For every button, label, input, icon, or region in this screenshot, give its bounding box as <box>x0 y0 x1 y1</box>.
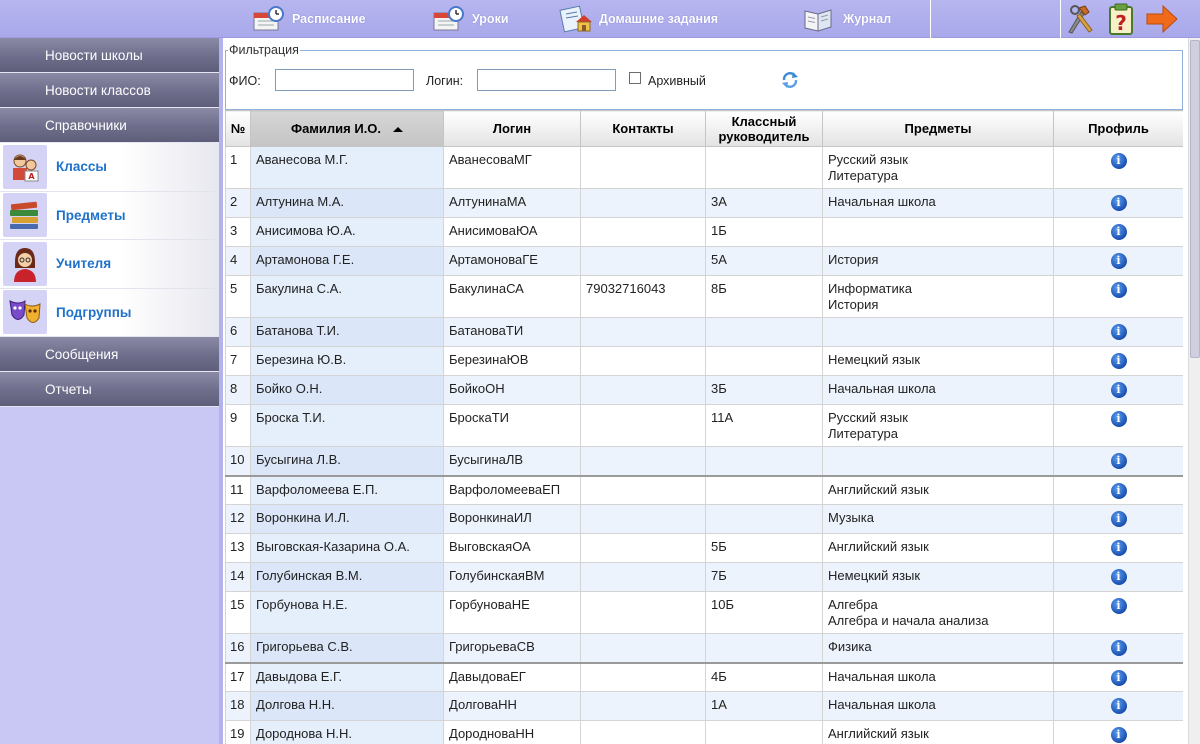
refresh-icon[interactable] <box>781 71 799 89</box>
main-content <box>223 38 1188 744</box>
cell-fio: Воронкина И.Л. <box>251 505 444 534</box>
teacher-icon <box>3 242 47 286</box>
table-row[interactable] <box>226 634 1184 663</box>
cell-class-teacher: 1А <box>706 692 823 721</box>
sidebar-subitem-classes[interactable] <box>0 143 219 192</box>
subject-item: Литература <box>828 168 898 183</box>
info-icon[interactable]: i <box>1111 411 1127 427</box>
cell-login: АртамоноваГЕ <box>444 247 581 276</box>
info-icon[interactable]: i <box>1111 698 1127 714</box>
sidebar-item-class-news[interactable] <box>0 73 219 108</box>
sidebar-item-label: Новости классов <box>45 82 151 98</box>
info-icon[interactable]: i <box>1111 382 1127 398</box>
cell-fio: Бусыгина Л.В. <box>251 447 444 476</box>
cell-profile <box>1054 592 1184 634</box>
cell-login: АлтунинаМА <box>444 189 581 218</box>
archive-checkbox[interactable] <box>629 72 641 84</box>
cell-login: БойкоОН <box>444 376 581 405</box>
cell-profile <box>1054 447 1184 476</box>
cell-login: ДолговаНН <box>444 692 581 721</box>
cell-num: 2 <box>226 189 251 218</box>
cell-fio: Голубинская В.М. <box>251 563 444 592</box>
nav-homework[interactable] <box>559 0 718 38</box>
top-navigation-bar <box>0 0 1200 38</box>
cell-login: БакулинаСА <box>444 276 581 318</box>
info-icon[interactable]: i <box>1111 511 1127 527</box>
cell-profile <box>1054 405 1184 447</box>
table-row[interactable] <box>226 721 1184 744</box>
cell-login: ВарфоломееваЕП <box>444 476 581 505</box>
subject-item: Начальная школа <box>828 668 936 684</box>
sidebar-item-label: Отчеты <box>45 381 92 397</box>
subject-item: Английский язык <box>828 726 929 741</box>
cell-fio: Бойко О.Н. <box>251 376 444 405</box>
col-header-fio[interactable]: Фамилия И.О. <box>251 111 444 147</box>
cell-profile <box>1054 376 1184 405</box>
table-row[interactable] <box>226 505 1184 534</box>
nav-schedule[interactable] <box>252 0 366 38</box>
nav-lessons-label: Уроки <box>472 12 509 26</box>
cell-login: АнисимоваЮА <box>444 218 581 247</box>
cell-num: 17 <box>226 663 251 692</box>
cell-num: 13 <box>226 534 251 563</box>
table-row[interactable] <box>226 318 1184 347</box>
info-icon[interactable]: i <box>1111 540 1127 556</box>
help-icon[interactable] <box>1104 2 1138 36</box>
cell-class-teacher: 8Б <box>706 276 823 318</box>
table-row[interactable] <box>226 663 1184 692</box>
cell-subjects <box>823 505 1054 534</box>
cell-profile <box>1054 189 1184 218</box>
cell-num: 19 <box>226 721 251 744</box>
col-header-contacts[interactable]: Контакты <box>581 111 706 147</box>
fio-label: ФИО: <box>229 74 261 88</box>
cell-num: 10 <box>226 447 251 476</box>
nav-schedule-label: Расписание <box>292 12 366 26</box>
cell-class-teacher: 3А <box>706 189 823 218</box>
calendar-clock-icon <box>432 5 466 33</box>
info-icon[interactable]: i <box>1111 640 1127 656</box>
cell-login: ГолубинскаяВМ <box>444 563 581 592</box>
subject-item: История <box>828 297 879 312</box>
cell-subjects <box>823 347 1054 376</box>
subject-item: Алгебра и начала анализа <box>828 613 989 628</box>
col-header-class-teacher[interactable]: Классный руководитель <box>706 111 823 147</box>
cell-contacts <box>581 563 706 592</box>
cell-class-teacher: 10Б <box>706 592 823 634</box>
col-header-login[interactable]: Логин <box>444 111 581 147</box>
cell-class-teacher: 11А <box>706 405 823 447</box>
cell-num: 6 <box>226 318 251 347</box>
table-header-row <box>226 111 1184 147</box>
cell-profile <box>1054 247 1184 276</box>
sidebar-subitem-subjects[interactable] <box>0 192 219 241</box>
table-row[interactable] <box>226 218 1184 247</box>
cell-fio: Батанова Т.И. <box>251 318 444 347</box>
sidebar-subitem-label: Учителя <box>56 256 112 272</box>
cell-subjects <box>823 189 1054 218</box>
cell-fio: Аванесова М.Г. <box>251 147 444 189</box>
info-icon[interactable]: i <box>1111 195 1127 211</box>
cell-login: БатановаТИ <box>444 318 581 347</box>
subject-item: Немецкий язык <box>828 352 921 367</box>
cell-profile <box>1054 276 1184 318</box>
cell-profile <box>1054 634 1184 663</box>
subject-item: Алгебра <box>828 597 878 612</box>
masks-icon <box>3 290 47 334</box>
table-row[interactable] <box>226 276 1184 318</box>
cell-num: 9 <box>226 405 251 447</box>
sidebar-subitem-label: Подгруппы <box>56 304 132 320</box>
cell-profile <box>1054 663 1184 692</box>
table-row[interactable] <box>226 476 1184 505</box>
cell-fio: Выговская-Казарина О.А. <box>251 534 444 563</box>
cell-class-teacher <box>706 505 823 534</box>
filter-legend: Фильтрация <box>229 43 299 57</box>
exit-arrow-icon[interactable] <box>1145 2 1179 36</box>
sidebar-item-label: Сообщения <box>45 346 119 362</box>
cell-subjects <box>823 276 1054 318</box>
cell-contacts <box>581 405 706 447</box>
calendar-clock-icon <box>252 5 286 33</box>
cell-subjects <box>823 147 1054 189</box>
table-row[interactable] <box>226 592 1184 634</box>
tools-icon[interactable] <box>1063 2 1097 36</box>
scrollbar-thumb[interactable] <box>1190 40 1200 358</box>
cell-login: ВоронкинаИЛ <box>444 505 581 534</box>
subject-item: Немецкий язык <box>828 568 921 583</box>
col-header-subjects[interactable]: Предметы <box>823 111 1054 147</box>
cell-contacts <box>581 218 706 247</box>
cell-fio: Григорьева С.В. <box>251 634 444 663</box>
nav-journal-label: Журнал <box>843 12 892 26</box>
cell-class-teacher: 7Б <box>706 563 823 592</box>
cell-contacts <box>581 247 706 276</box>
cell-num: 12 <box>226 505 251 534</box>
cell-fio: Анисимова Ю.А. <box>251 218 444 247</box>
subject-item: Музыка <box>828 510 874 525</box>
cell-subjects <box>823 447 1054 476</box>
nav-lessons[interactable] <box>432 0 509 38</box>
info-icon[interactable]: i <box>1111 153 1127 169</box>
cell-subjects <box>823 692 1054 721</box>
cell-login: ДородноваНН <box>444 721 581 744</box>
subject-item: Русский язык <box>828 152 908 167</box>
cell-contacts <box>581 476 706 505</box>
info-icon[interactable]: i <box>1111 569 1127 585</box>
cell-subjects <box>823 376 1054 405</box>
cell-fio: Березина Ю.В. <box>251 347 444 376</box>
cell-profile <box>1054 318 1184 347</box>
table-row[interactable] <box>226 347 1184 376</box>
cell-profile <box>1054 563 1184 592</box>
table-row[interactable] <box>226 534 1184 563</box>
cell-fio: Долгова Н.Н. <box>251 692 444 721</box>
subject-item: Начальная школа <box>828 697 936 712</box>
col-header-profile[interactable]: Профиль <box>1054 111 1184 147</box>
table-body <box>226 147 1184 744</box>
cell-profile <box>1054 505 1184 534</box>
cell-profile <box>1054 692 1184 721</box>
table-row[interactable] <box>226 247 1184 276</box>
cell-login: ВыговскаяОА <box>444 534 581 563</box>
subject-item: Английский язык <box>828 539 929 554</box>
filter-panel <box>225 43 1183 110</box>
sidebar-item-label: Новости школы <box>45 47 143 63</box>
subject-item: История <box>828 252 879 267</box>
table-row[interactable] <box>226 447 1184 476</box>
cell-class-teacher: 5Б <box>706 534 823 563</box>
info-icon[interactable]: i <box>1111 598 1127 614</box>
info-icon[interactable]: i <box>1111 483 1127 499</box>
cell-class-teacher: 1Б <box>706 218 823 247</box>
cell-subjects <box>823 218 1054 247</box>
table-row[interactable] <box>226 147 1184 189</box>
cell-num: 7 <box>226 347 251 376</box>
fio-input[interactable] <box>275 69 414 91</box>
homework-house-icon <box>559 5 593 33</box>
sidebar-item-label: Справочники <box>45 117 127 133</box>
cell-fio: Бакулина С.А. <box>251 276 444 318</box>
sidebar-item-directories[interactable] <box>0 108 219 143</box>
subject-item: Начальная школа <box>828 194 936 209</box>
info-icon[interactable]: i <box>1111 282 1127 298</box>
nav-journal[interactable] <box>803 0 891 38</box>
svg-text:?: ? <box>1115 11 1127 35</box>
cell-subjects <box>823 592 1054 634</box>
cell-fio: Давыдова Е.Г. <box>251 663 444 692</box>
cell-contacts <box>581 721 706 744</box>
login-label: Логин: <box>426 74 464 88</box>
cell-contacts <box>581 692 706 721</box>
cell-class-teacher <box>706 318 823 347</box>
cell-contacts <box>581 505 706 534</box>
cell-class-teacher: 4Б <box>706 663 823 692</box>
cell-fio: Горбунова Н.Е. <box>251 592 444 634</box>
cell-num: 16 <box>226 634 251 663</box>
cell-contacts <box>581 447 706 476</box>
nav-homework-label: Домашние задания <box>599 12 719 26</box>
cell-subjects <box>823 405 1054 447</box>
subject-item: Английский язык <box>828 481 929 497</box>
nav-separator <box>1060 0 1061 38</box>
cell-subjects <box>823 318 1054 347</box>
cell-class-teacher <box>706 721 823 744</box>
info-icon[interactable]: i <box>1111 324 1127 340</box>
info-icon[interactable]: i <box>1111 253 1127 269</box>
sidebar <box>0 38 219 744</box>
cell-profile <box>1054 721 1184 744</box>
table-row[interactable] <box>226 376 1184 405</box>
teachers-table <box>225 110 1183 744</box>
cell-fio: Алтунина М.А. <box>251 189 444 218</box>
cell-class-teacher: 3Б <box>706 376 823 405</box>
cell-contacts <box>581 663 706 692</box>
cell-profile <box>1054 534 1184 563</box>
cell-profile <box>1054 147 1184 189</box>
cell-contacts <box>581 347 706 376</box>
cell-class-teacher <box>706 347 823 376</box>
cell-num: 5 <box>226 276 251 318</box>
open-book-icon <box>803 5 837 33</box>
cell-subjects <box>823 476 1054 505</box>
sidebar-subitem-subgroups[interactable] <box>0 289 219 338</box>
login-input[interactable] <box>477 69 616 91</box>
cell-fio: Варфоломеева Е.П. <box>251 476 444 505</box>
cell-class-teacher <box>706 634 823 663</box>
cell-fio: Артамонова Г.Е. <box>251 247 444 276</box>
cell-subjects <box>823 663 1054 692</box>
info-icon[interactable]: i <box>1111 353 1127 369</box>
info-icon[interactable]: i <box>1111 453 1127 469</box>
cell-login: АванесоваМГ <box>444 147 581 189</box>
sidebar-item-messages[interactable] <box>0 337 219 372</box>
cell-subjects <box>823 634 1054 663</box>
cell-class-teacher: 5А <box>706 247 823 276</box>
sort-asc-icon <box>393 127 403 132</box>
info-icon[interactable]: i <box>1111 670 1127 686</box>
table-row[interactable] <box>226 563 1184 592</box>
table-row[interactable] <box>226 189 1184 218</box>
cell-login: БроскаТИ <box>444 405 581 447</box>
cell-contacts <box>581 147 706 189</box>
cell-num: 8 <box>226 376 251 405</box>
teachers-table-container <box>225 110 1183 744</box>
cell-profile <box>1054 476 1184 505</box>
cell-num: 4 <box>226 247 251 276</box>
sidebar-subitem-label: Классы <box>56 159 107 175</box>
cell-contacts <box>581 592 706 634</box>
cell-contacts <box>581 634 706 663</box>
cell-contacts <box>581 376 706 405</box>
subject-item: Начальная школа <box>828 381 936 396</box>
cell-login: БусыгинаЛВ <box>444 447 581 476</box>
cell-num: 3 <box>226 218 251 247</box>
sidebar-item-school-news[interactable] <box>0 38 219 73</box>
cell-login: БерезинаЮВ <box>444 347 581 376</box>
col-header-num[interactable]: № <box>226 111 251 147</box>
cell-login: ГригорьеваСВ <box>444 634 581 663</box>
cell-subjects <box>823 247 1054 276</box>
table-row[interactable] <box>226 405 1184 447</box>
cell-contacts: 79032716043 <box>581 276 706 318</box>
cell-subjects <box>823 721 1054 744</box>
cell-num: 15 <box>226 592 251 634</box>
books-icon <box>3 193 47 237</box>
sidebar-item-reports[interactable] <box>0 372 219 407</box>
sidebar-subitem-label: Предметы <box>56 207 126 223</box>
vertical-scrollbar[interactable] <box>1188 38 1200 744</box>
cell-contacts <box>581 318 706 347</box>
cell-num: 1 <box>226 147 251 189</box>
cell-class-teacher <box>706 147 823 189</box>
subject-item: Информатика <box>828 281 912 296</box>
cell-login: ГорбуноваНЕ <box>444 592 581 634</box>
subject-item: Русский язык <box>828 410 908 425</box>
archive-label: Архивный <box>648 74 706 88</box>
sidebar-subitem-teachers[interactable] <box>0 240 219 289</box>
cell-fio: Дороднова Н.Н. <box>251 721 444 744</box>
cell-fio: Броска Т.И. <box>251 405 444 447</box>
cell-subjects <box>823 534 1054 563</box>
cell-num: 18 <box>226 692 251 721</box>
students-icon <box>3 145 47 189</box>
cell-class-teacher <box>706 476 823 505</box>
svg-text:A: A <box>28 171 35 181</box>
table-row[interactable] <box>226 692 1184 721</box>
info-icon[interactable]: i <box>1111 727 1127 743</box>
cell-class-teacher <box>706 447 823 476</box>
subject-item: Физика <box>828 639 872 654</box>
cell-login: ДавыдоваЕГ <box>444 663 581 692</box>
info-icon[interactable]: i <box>1111 224 1127 240</box>
cell-profile <box>1054 218 1184 247</box>
nav-separator <box>930 0 931 38</box>
subject-item: Литература <box>828 426 898 441</box>
cell-contacts <box>581 189 706 218</box>
cell-profile <box>1054 347 1184 376</box>
cell-contacts <box>581 534 706 563</box>
cell-num: 14 <box>226 563 251 592</box>
cell-num: 11 <box>226 476 251 505</box>
cell-subjects <box>823 563 1054 592</box>
